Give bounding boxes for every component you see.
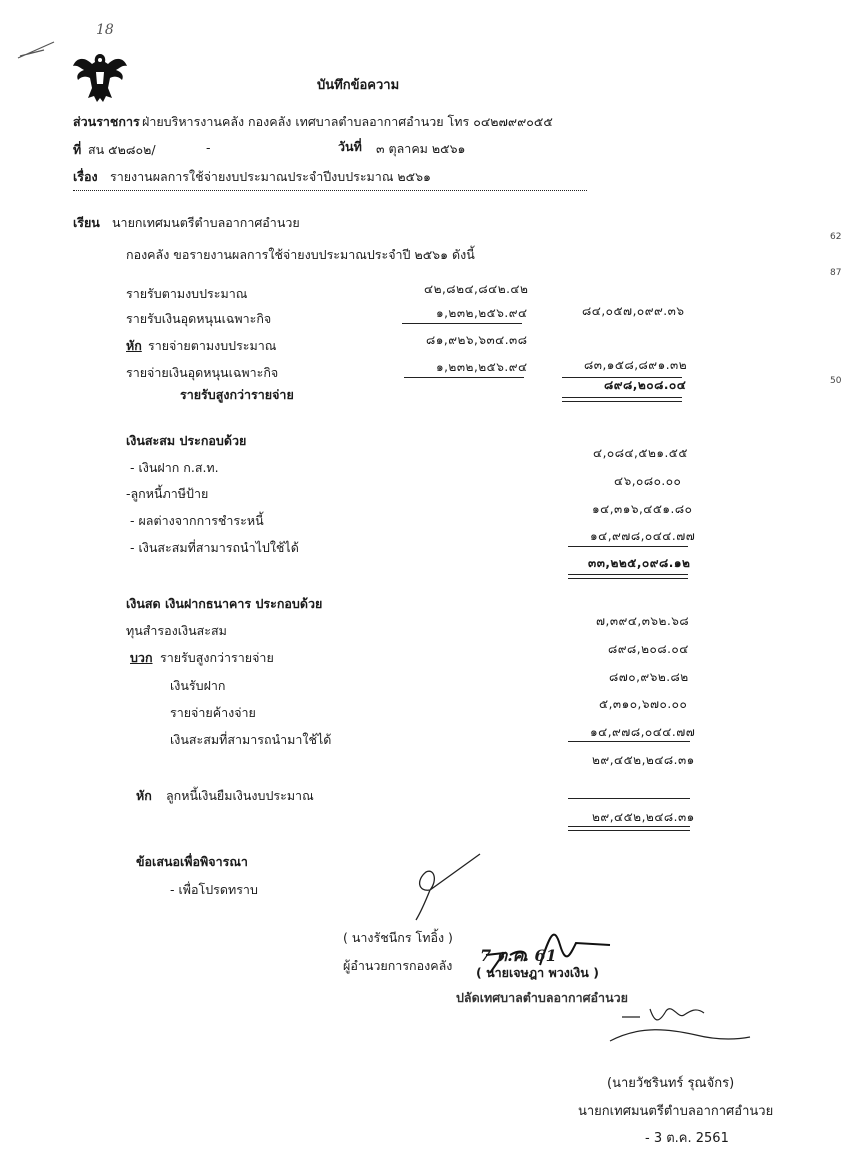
edge-mark-2: 87 xyxy=(830,268,842,278)
reserve-item-2-label: -ลูกหนี้ภาษีป้าย xyxy=(126,486,209,501)
expense-underline xyxy=(404,377,524,378)
expense-budget-label: รายจ่ายตามงบประมาณ xyxy=(148,338,277,353)
cash-less-label: หัก xyxy=(136,788,152,803)
income-subsidy-label: รายรับเงินอุดหนุนเฉพาะกิจ xyxy=(126,311,272,326)
clerk-name: ( นายเจษฎา พวงเงิน ) xyxy=(476,965,599,980)
cash-subtotal-value: ๒๙,๔๕๒,๒๔๘.๓๑ xyxy=(592,753,695,767)
cash-heading: เงินสด เงินฝากธนาคาร ประกอบด้วย xyxy=(126,596,323,611)
reserve-total-value: ๓๓,๒๒๕,๐๙๘.๑๒ xyxy=(588,556,691,570)
cash-item-3-label: เงินสะสมที่สามารถนำมาใช้ได้ xyxy=(170,732,332,747)
date-value: ๓ ตุลาคม ๒๕๖๑ xyxy=(376,141,466,156)
cash-fund-value: ๗,๓๙๔,๓๖๒.๖๘ xyxy=(596,614,690,628)
subject-label: เรื่อง xyxy=(73,169,98,184)
mayor-date: - 3 ต.ค. 2561 xyxy=(645,1131,729,1146)
reserve-double-underline xyxy=(568,574,688,579)
ref-dash: - xyxy=(206,140,211,155)
surplus-value: ๘๙๘,๒๐๘.๐๔ xyxy=(604,378,687,392)
edge-mark-1: 62 xyxy=(830,232,842,242)
surplus-label: รายรับสูงกว่ารายจ่าย xyxy=(180,387,294,402)
cash-total-value: ๒๙,๔๕๒,๒๔๘.๓๑ xyxy=(592,810,695,824)
plus-label: บวก xyxy=(130,650,153,665)
cash-item-2-value: ๕,๓๑๐,๖๗๐.๐๐ xyxy=(599,697,688,711)
corner-mark: 18 xyxy=(96,22,114,38)
dept-value: ฝ่ายบริหารงานคลัง กองคลัง เทศบาลตำบลอากาศอำนวย โทร ๐๔๒๗๙๙๐๕๕ xyxy=(142,114,553,129)
reserve-heading: เงินสะสม ประกอบด้วย xyxy=(126,433,247,448)
finance-title: ผู้อำนวยการกองคลัง xyxy=(343,958,453,973)
income-total-value: ๘๔,๐๕๗,๐๙๙.๓๖ xyxy=(582,304,685,318)
clerk-note: 7 ต.ค. 61 xyxy=(480,946,557,965)
finance-name: ( นางรัชนีกร โทอิ้ง ) xyxy=(343,930,453,945)
date-label: วันที่ xyxy=(338,139,362,154)
proposal-item: - เพื่อโปรดทราบ xyxy=(170,882,258,897)
mayor-signature xyxy=(600,995,760,1055)
dept-label: ส่วนราชการ xyxy=(73,114,140,129)
proposal-heading: ข้อเสนอเพื่อพิจารณา xyxy=(136,854,248,869)
expense-subsidy-label: รายจ่ายเงินอุดหนุนเฉพาะกิจ xyxy=(126,365,279,380)
subject-value: รายงานผลการใช้จ่ายงบประมาณประจำปีงบประมาณ ๒๕๖๑ xyxy=(110,169,431,184)
expense-subsidy-value: ๑,๒๓๒,๒๕๖.๙๔ xyxy=(436,360,528,374)
reserve-item-3-value: ๑๔,๓๑๖,๔๕๑.๘๐ xyxy=(592,502,693,516)
reserve-item-3-label: - ผลต่างจากการชำระหนี้ xyxy=(130,513,264,528)
reserve-item-4-label: - เงินสะสมที่สามารถนำไปใช้ได้ xyxy=(130,540,299,555)
income-subsidy-value: ๑,๒๓๒,๒๕๖.๙๔ xyxy=(436,306,528,320)
mayor-title: นายกเทศมนตรีตำบลอากาศอำนวย xyxy=(578,1104,774,1119)
cash-item-1-value: ๘๗๐,๙๖๒.๘๒ xyxy=(609,670,689,684)
cash-fund-label: ทุนสำรองเงินสะสม xyxy=(126,623,227,638)
mayor-name: (นายวัชรินทร์ รุณจักร) xyxy=(607,1076,735,1091)
clerk-title: ปลัดเทศบาลตำบลอากาศอำนวย xyxy=(456,990,628,1005)
cash-item-1-label: เงินรับฝาก xyxy=(170,678,226,693)
cash-item-3-value: ๑๔,๙๗๘,๐๔๔.๗๗ xyxy=(590,725,696,739)
cash-less-text: ลูกหนี้เงินยืมเงินงบประมาณ xyxy=(166,788,314,803)
reserve-item-2-value: ๔๖,๐๘๐.๐๐ xyxy=(614,474,682,488)
cash-items-underline xyxy=(568,741,690,742)
cash-item-2-label: รายจ่ายค้างจ่าย xyxy=(170,705,256,720)
finance-signature xyxy=(400,850,490,930)
plus-value: ๘๙๘,๒๐๘.๐๔ xyxy=(608,642,689,656)
salutation-label: เรียน xyxy=(73,215,100,230)
reserve-item-1-label: - เงินฝาก ก.ส.ท. xyxy=(130,460,219,475)
expense-total-value: ๘๓,๑๕๘,๘๙๑.๓๒ xyxy=(584,358,688,372)
less-label: หัก xyxy=(126,338,142,353)
cash-double-underline xyxy=(568,826,690,831)
plus-text: รายรับสูงกว่ารายจ่าย xyxy=(160,650,274,665)
reserve-item-1-value: ๔,๐๘๔,๕๒๑.๕๕ xyxy=(593,446,688,460)
income-budget-label: รายรับตามงบประมาณ xyxy=(126,286,248,301)
reserve-item-4-value: ๑๔,๙๗๘,๐๔๔.๗๗ xyxy=(590,529,696,543)
income-budget-value: ๔๒,๘๒๔,๘๔๒.๔๒ xyxy=(424,282,529,296)
salutation-value: นายกเทศมนตรีตำบลอากาศอำนวย xyxy=(112,215,300,230)
reserve-underline xyxy=(568,546,688,547)
income-underline xyxy=(402,323,522,324)
expense-budget-value: ๘๑,๙๒๖,๖๓๔.๓๘ xyxy=(426,333,528,347)
cash-less-underline xyxy=(568,798,690,799)
ref-label: ที่ xyxy=(73,142,82,157)
edge-mark-3: 50 xyxy=(830,376,842,386)
header-divider xyxy=(73,190,587,191)
page-title: บันทึกข้อความ xyxy=(317,78,400,93)
garuda-emblem-icon xyxy=(70,48,130,108)
ref-value: สน ๕๒๘๐๒/ xyxy=(88,142,156,157)
surplus-double-underline xyxy=(562,397,682,402)
intro-text: กองคลัง ขอรายงานผลการใช้จ่ายงบประมาณประจำปี ๒๕๖๑ ดังนี้ xyxy=(126,247,475,262)
